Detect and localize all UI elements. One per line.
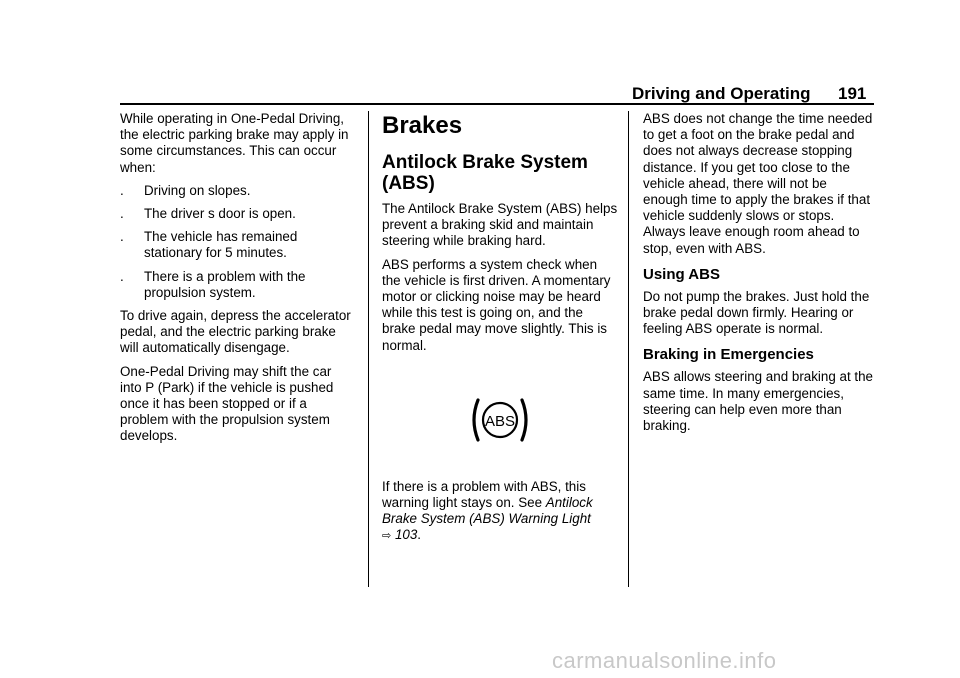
paragraph: One-Pedal Driving may shift the car into P (Park) if the vehicle is pushed once it has been stopped or if a problem with the propulsion system develops.: [120, 363, 334, 444]
bullet-text: There is a problem with the propulsion system.: [144, 268, 306, 300]
subsection-heading: Braking in Emergencies: [643, 346, 814, 364]
abs-warning-light-icon: [469, 396, 531, 444]
bullet-marker: .: [120, 268, 124, 284]
paragraph: ABS does not change the time needed to get a foot on the brake pedal and does not always decrease stopping distance. If you get too close to the vehicle ahead, there will not be enough time to apply the brakes if that vehicle suddenly slows or stops. Always leave enough room ahead to stop, even with ABS.: [643, 111, 873, 256]
column-3: [643, 111, 875, 441]
bullet-text: The driver s door is open.: [144, 206, 296, 222]
column-2: [382, 111, 618, 552]
section-heading: Brakes: [382, 112, 463, 139]
bullet-marker: .: [120, 229, 124, 245]
paragraph-text: If there is a problem with ABS, this warning light stays on. See: [382, 478, 586, 511]
bullet-text: The vehicle has remained stationary for 5 minutes.: [144, 229, 298, 261]
bullet-item: [120, 183, 355, 199]
watermark: carmanualsonline.info: [552, 648, 777, 673]
icon-container: [382, 361, 618, 479]
paragraph: Do not pump the brakes. Just hold the brake pedal down firmly. Hearing or feeling ABS operate is normal.: [643, 288, 870, 337]
column-divider: [368, 111, 369, 587]
abs-icon-label: ABS: [484, 412, 516, 430]
cross-reference[interactable]: Antilock Brake System (ABS) Warning Light: [382, 495, 593, 527]
bullet-item: [120, 206, 355, 222]
paragraph: While operating in One-Pedal Driving, the electric parking brake may apply in some circumstances. This can occur when:: [120, 111, 349, 175]
arrow-icon: ⇨: [382, 530, 392, 543]
bullet-text: Driving on slopes.: [144, 182, 251, 198]
paragraph: The Antilock Brake System (ABS) helps prevent a braking skid and maintain steering while braking hard.: [382, 201, 618, 249]
section-title: Driving and Operating: [632, 84, 811, 103]
bullet-item: [120, 269, 355, 301]
column-1: [120, 111, 355, 452]
paragraph: [382, 479, 618, 545]
subsection-heading: Antilock Brake System (ABS): [382, 152, 588, 194]
subsection-heading: Using ABS: [643, 265, 720, 283]
paragraph: ABS allows steering and braking at the same time. In many emergencies, steering can help even more than braking.: [643, 369, 874, 434]
bullet-marker: .: [120, 206, 124, 222]
bullet-item: [120, 229, 355, 261]
paragraph-end: .: [417, 527, 422, 543]
page-number: 191: [838, 84, 867, 103]
header-rule: [120, 103, 874, 105]
column-divider: [628, 111, 629, 587]
paragraph: ABS performs a system check when the vehicle is first driven. A momentary motor or clicking noise may be heard while this test is going on, and the brake pedal may move slightly. This is normal.: [382, 256, 611, 353]
bullet-marker: .: [120, 182, 124, 198]
paragraph: To drive again, depress the accelerator pedal, and the electric parking brake will automatically disengage.: [120, 308, 351, 356]
page-reference[interactable]: 103: [394, 527, 418, 543]
